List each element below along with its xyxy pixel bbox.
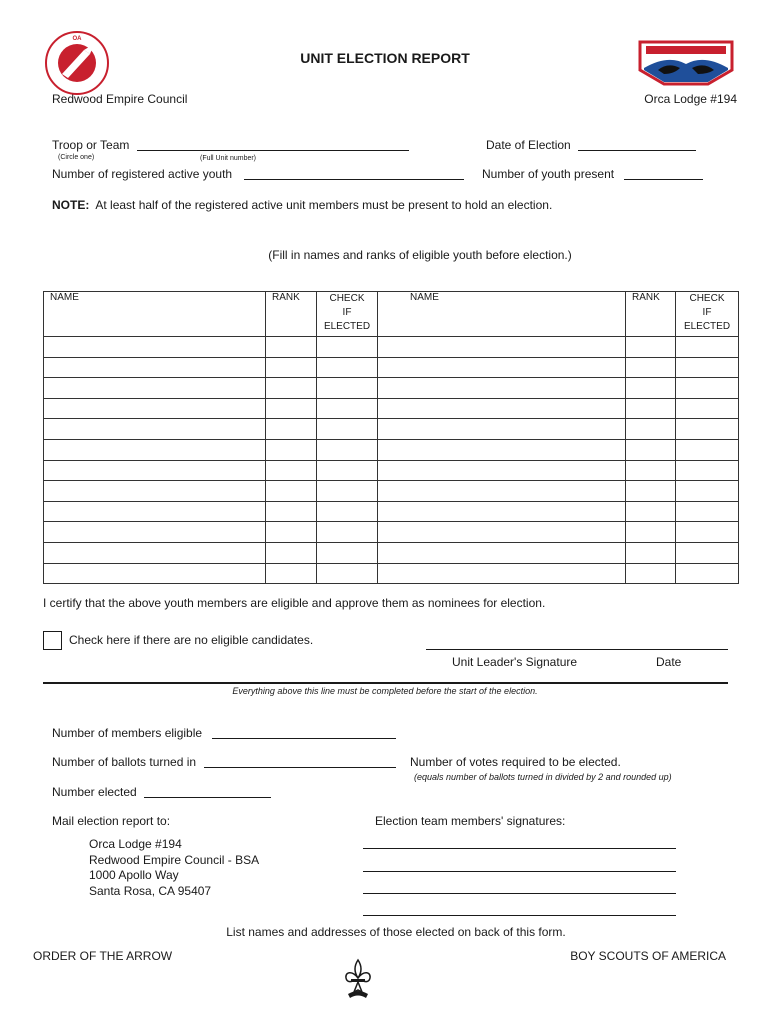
rank-cell[interactable] — [626, 460, 676, 481]
line-note: Everything above this line must be completed before the start of the election. — [232, 686, 538, 696]
note-text: At least half of the registered active unit members must be present to hold an election. — [95, 198, 553, 212]
address-line: Orca Lodge #194 — [89, 837, 182, 851]
name-cell[interactable] — [378, 337, 626, 358]
council-name: Redwood Empire Council — [52, 92, 188, 106]
bsa-emblem — [342, 958, 374, 1000]
eligible-field[interactable] — [212, 738, 396, 739]
elected-check-cell[interactable] — [317, 563, 378, 584]
elected-check-cell[interactable] — [676, 460, 739, 481]
lodge-patch — [638, 40, 734, 86]
registered-youth-field[interactable] — [244, 179, 464, 180]
rank-cell[interactable] — [266, 481, 317, 502]
elected-check-cell[interactable] — [676, 522, 739, 543]
rank-cell[interactable] — [266, 398, 317, 419]
rank-cell[interactable] — [266, 337, 317, 358]
rank-cell[interactable] — [626, 357, 676, 378]
rank-cell[interactable] — [266, 563, 317, 584]
name-cell[interactable] — [44, 563, 266, 584]
table-row — [44, 501, 739, 522]
candidates-table — [43, 291, 739, 584]
eligible-label: Number of members eligible — [52, 726, 203, 740]
table-row — [44, 522, 739, 543]
youth-present-field[interactable] — [624, 179, 703, 180]
rank-cell[interactable] — [266, 501, 317, 522]
rank-cell[interactable] — [626, 542, 676, 563]
name-cell[interactable] — [378, 378, 626, 399]
elected-check-cell[interactable] — [317, 460, 378, 481]
check-line-3: ELECTED — [323, 321, 371, 332]
elected-check-cell[interactable] — [676, 419, 739, 440]
rank-cell[interactable] — [266, 522, 317, 543]
rank-cell[interactable] — [626, 419, 676, 440]
elected-field[interactable] — [144, 797, 271, 798]
note — [52, 198, 552, 212]
rank-cell[interactable] — [626, 337, 676, 358]
name-cell[interactable] — [378, 501, 626, 522]
name-cell[interactable] — [44, 460, 266, 481]
col-header-check-2 — [676, 292, 739, 337]
divider-line — [43, 682, 728, 684]
rank-cell[interactable] — [266, 439, 317, 460]
footer-right: BOY SCOUTS OF AMERICA — [570, 949, 726, 963]
elected-check-cell[interactable] — [317, 337, 378, 358]
lodge-name: Orca Lodge #194 — [644, 92, 737, 106]
elected-check-cell[interactable] — [317, 357, 378, 378]
name-cell[interactable] — [44, 522, 266, 543]
table-row — [44, 337, 739, 358]
name-cell[interactable] — [378, 439, 626, 460]
elected-check-cell[interactable] — [317, 522, 378, 543]
table-row — [44, 542, 739, 563]
rank-cell[interactable] — [626, 481, 676, 502]
name-cell[interactable] — [44, 378, 266, 399]
name-cell[interactable] — [44, 439, 266, 460]
elected-check-cell[interactable] — [676, 501, 739, 522]
elected-check-cell[interactable] — [317, 481, 378, 502]
note-label: NOTE: — [52, 198, 90, 212]
table-row — [44, 378, 739, 399]
table-row — [44, 398, 739, 419]
table-row — [44, 357, 739, 378]
troop-team-label: Troop or Team — [52, 138, 130, 152]
date-election-field[interactable] — [578, 150, 696, 151]
name-cell[interactable] — [378, 419, 626, 440]
rank-cell[interactable] — [266, 542, 317, 563]
elected-check-cell[interactable] — [676, 337, 739, 358]
name-cell[interactable] — [378, 563, 626, 584]
name-cell[interactable] — [378, 481, 626, 502]
rank-cell[interactable] — [266, 460, 317, 481]
table-row — [44, 481, 739, 502]
page-title: UNIT ELECTION REPORT — [300, 50, 470, 66]
rank-cell[interactable] — [266, 357, 317, 378]
team-signatures-label: Election team members' signatures: — [375, 814, 566, 828]
check-line-3: ELECTED — [683, 321, 731, 332]
elected-check-cell[interactable] — [676, 378, 739, 399]
elected-label: Number elected — [52, 785, 137, 799]
name-cell[interactable] — [44, 542, 266, 563]
youth-present-label: Number of youth present — [482, 167, 615, 181]
certify-text: I certify that the above youth members are eligible and approve them as nominees for election. — [43, 596, 546, 610]
table-row — [44, 439, 739, 460]
name-cell[interactable] — [44, 419, 266, 440]
signature-label: Unit Leader's Signature — [452, 655, 578, 669]
name-cell[interactable] — [378, 542, 626, 563]
address-line: Santa Rosa, CA 95407 — [89, 883, 212, 898]
no-candidates-label: Check here if there are no eligible candidates. — [69, 633, 314, 647]
elected-check-cell[interactable] — [676, 481, 739, 502]
elected-check-cell[interactable] — [317, 501, 378, 522]
team-signature-line-1[interactable] — [363, 848, 676, 849]
check-line-1: CHECK — [689, 293, 725, 304]
rank-cell[interactable] — [266, 419, 317, 440]
svg-text:OA: OA — [72, 36, 82, 42]
back-note: List names and addresses of those elected on back of this form. — [226, 925, 566, 939]
no-candidates-checkbox[interactable] — [43, 631, 62, 650]
name-cell[interactable] — [44, 337, 266, 358]
date-election-label: Date of Election — [486, 138, 571, 152]
registered-youth-label: Number of registered active youth — [52, 167, 233, 181]
rank-cell[interactable] — [626, 522, 676, 543]
elected-check-cell[interactable] — [317, 439, 378, 460]
footer-left: ORDER OF THE ARROW — [33, 949, 173, 963]
table-row — [44, 460, 739, 481]
table-header-row — [44, 292, 739, 337]
rank-cell[interactable] — [626, 501, 676, 522]
ballots-field[interactable] — [204, 767, 396, 768]
team-signature-line-4[interactable] — [363, 915, 676, 916]
col-header-name: NAME — [44, 292, 266, 337]
signature-date-label: Date — [656, 655, 682, 669]
name-cell[interactable] — [378, 460, 626, 481]
elected-check-cell[interactable] — [317, 542, 378, 563]
address-line: Redwood Empire Council - BSA — [89, 852, 260, 867]
rank-cell[interactable] — [626, 398, 676, 419]
team-signature-line-3[interactable] — [363, 893, 676, 894]
name-cell[interactable] — [44, 398, 266, 419]
votes-required-label: Number of votes required to be elected. — [410, 755, 621, 769]
mailing-address — [89, 837, 259, 899]
fill-instruction: (Fill in names and ranks of eligible youth before election.) — [268, 248, 572, 262]
votes-required-note: (equals number of ballots turned in divided by 2 and rounded up) — [414, 772, 672, 782]
name-cell[interactable] — [378, 357, 626, 378]
col-header-rank: RANK — [266, 292, 317, 337]
name-cell[interactable] — [44, 501, 266, 522]
elected-check-cell[interactable] — [676, 357, 739, 378]
col-header-rank-2: RANK — [626, 292, 676, 337]
rank-cell[interactable] — [626, 563, 676, 584]
check-line-2: IF — [342, 307, 352, 318]
elected-check-cell[interactable] — [317, 378, 378, 399]
check-line-2: IF — [702, 307, 712, 318]
full-unit-number-note: (Full Unit number) — [200, 155, 257, 162]
circle-one-note: (Circle one) — [58, 154, 95, 161]
team-signature-line-2[interactable] — [363, 871, 676, 872]
elected-check-cell[interactable] — [317, 419, 378, 440]
ballots-label: Number of ballots turned in — [52, 755, 197, 769]
signature-line[interactable] — [426, 649, 728, 650]
elected-check-cell[interactable] — [676, 542, 739, 563]
name-cell[interactable] — [378, 398, 626, 419]
elected-check-cell[interactable] — [676, 563, 739, 584]
rank-cell[interactable] — [626, 439, 676, 460]
rank-cell[interactable] — [626, 378, 676, 399]
col-header-name-2: NAME — [378, 292, 626, 337]
check-line-1: CHECK — [329, 293, 365, 304]
elected-check-cell[interactable] — [317, 398, 378, 419]
address-line: 1000 Apollo Way — [89, 868, 179, 882]
table-row — [44, 419, 739, 440]
name-cell[interactable] — [44, 357, 266, 378]
troop-number-field[interactable] — [137, 150, 409, 151]
name-cell[interactable] — [378, 522, 626, 543]
name-cell[interactable] — [44, 481, 266, 502]
elected-check-cell[interactable] — [676, 439, 739, 460]
rank-cell[interactable] — [266, 378, 317, 399]
elected-check-cell[interactable] — [676, 398, 739, 419]
mail-label: Mail election report to: — [52, 814, 171, 828]
col-header-check — [317, 292, 378, 337]
table-row — [44, 563, 739, 584]
